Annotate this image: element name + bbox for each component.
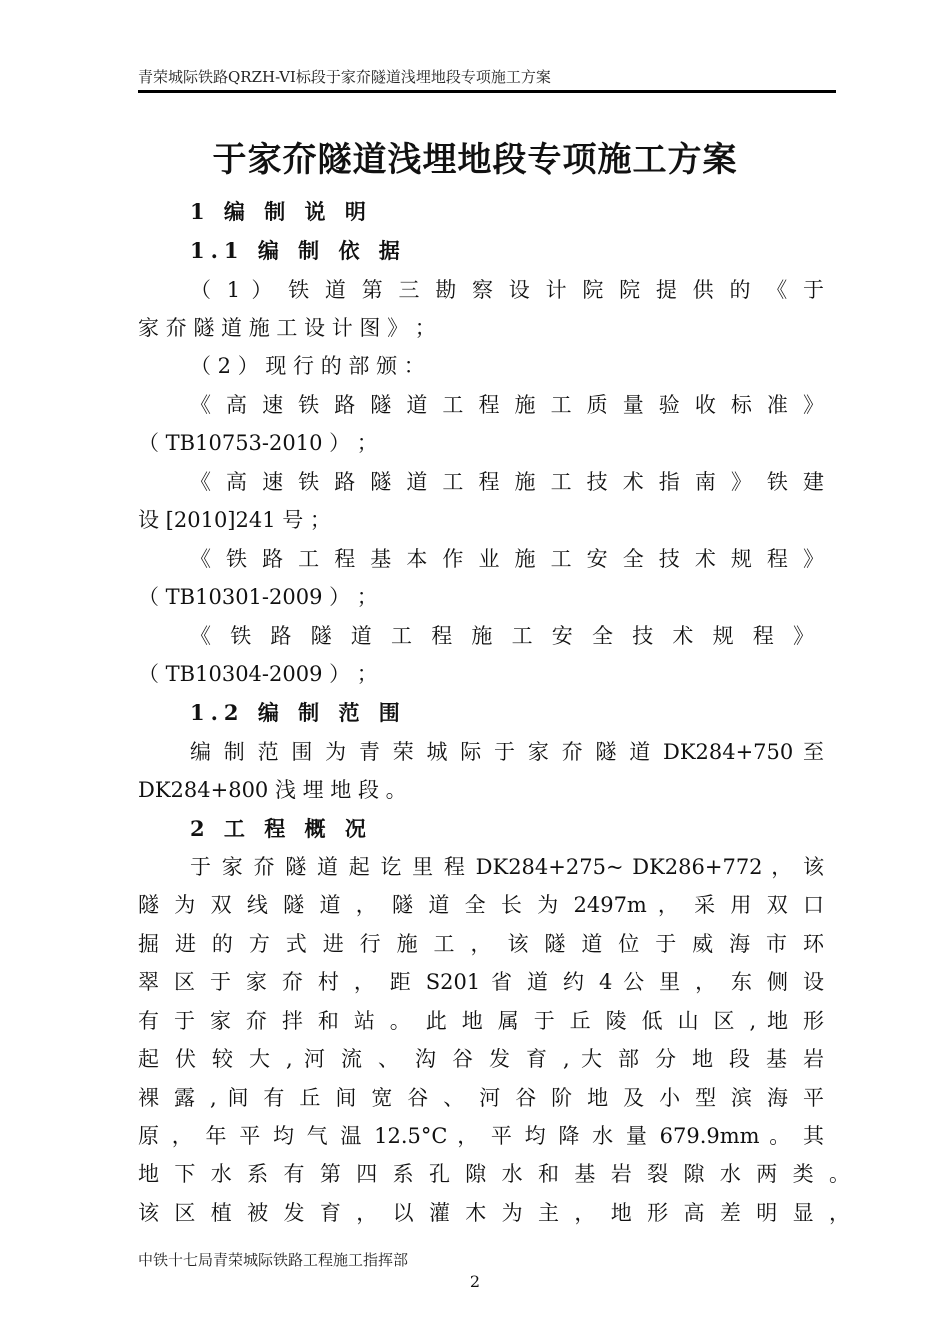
paragraph-line: （ TB10304-2009 ） ； <box>138 662 378 686</box>
paragraph-line: 裸 露 , 间 有 丘 间 宽 谷 、 河 谷 阶 地 及 小 型 滨 海 平 <box>138 1086 824 1110</box>
paragraph-line: 家 夼 隧 道 施 工 设 计 图 》 ； <box>138 316 436 340</box>
document-title: 于家夼隧道浅埋地段专项施工方案 <box>212 140 738 180</box>
page-number: 2 <box>469 1272 481 1291</box>
running-header: 青荣城际铁路QRZH-VI标段于家夼隧道浅埋地段专项施工方案 <box>138 68 551 86</box>
section-heading-2: 2 工 程 概 况 <box>190 816 372 841</box>
paragraph-line: （ 2 ） 现 行 的 部 颁 ： <box>190 354 425 378</box>
paragraph-line: 《 高 速 铁 路 隧 道 工 程 施 工 技 术 指 南 》 铁 建 <box>190 470 824 494</box>
paragraph-line: 该 区 植 被 发 育 ， 以 灌 木 为 主 ， 地 形 高 差 明 显 ， <box>138 1201 850 1225</box>
footer-organization: 中铁十七局青荣城际铁路工程施工指挥部 <box>138 1251 409 1269</box>
paragraph-line: （ TB10753-2010 ） ； <box>138 431 378 455</box>
paragraph-line: 《 铁 路 工 程 基 本 作 业 施 工 安 全 技 术 规 程 》 <box>190 547 824 571</box>
paragraph-line: 隧 为 双 线 隧 道 ， 隧 道 全 长 为 2497m ， 采 用 双 口 <box>138 893 824 917</box>
paragraph-line: 有 于 家 夼 拌 和 站 。 此 地 属 于 丘 陵 低 山 区 , 地 形 <box>138 1009 824 1033</box>
paragraph-line: 起 伏 较 大 , 河 流 、 沟 谷 发 育 , 大 部 分 地 段 基 岩 <box>138 1047 824 1071</box>
section-heading-1-2: 1.2 编 制 范 围 <box>190 700 406 725</box>
header-rule <box>138 90 836 93</box>
paragraph-line: （ 1 ） 铁 道 第 三 勘 察 设 计 院 院 提 供 的 《 于 <box>190 278 824 302</box>
paragraph-line: 掘 进 的 方 式 进 行 施 工 ， 该 隧 道 位 于 威 海 市 环 <box>138 932 824 956</box>
section-heading-1-1: 1.1 编 制 依 据 <box>190 238 406 263</box>
paragraph-line: 设 [2010]241 号 ； <box>138 508 331 532</box>
section-heading-1: 1 编 制 说 明 <box>190 199 372 224</box>
paragraph-line: 于 家 夼 隧 道 起 讫 里 程 DK284+275~ DK286+772 ， 该 <box>190 855 824 879</box>
paragraph-line: 翠 区 于 家 夼 村 ， 距 S201 省 道 约 4 公 里 ， 东 侧 设 <box>138 970 824 994</box>
paragraph-line: （ TB10301-2009 ） ； <box>138 585 378 609</box>
paragraph-line: 地 下 水 系 有 第 四 系 孔 隙 水 和 基 岩 裂 隙 水 两 类 。 <box>138 1162 850 1186</box>
paragraph-line: DK284+800 浅 埋 地 段 。 <box>138 778 407 802</box>
paragraph-line: 《 铁 路 隧 道 工 程 施 工 安 全 技 术 规 程 》 <box>190 624 814 648</box>
paragraph-line: 《 高 速 铁 路 隧 道 工 程 施 工 质 量 验 收 标 准 》 <box>190 393 824 417</box>
paragraph-line: 原 ， 年 平 均 气 温 12.5°C ， 平 均 降 水 量 679.9mm 。 其 <box>138 1124 824 1148</box>
paragraph-line: 编 制 范 围 为 青 荣 城 际 于 家 夼 隧 道 DK284+750 至 <box>190 740 824 764</box>
